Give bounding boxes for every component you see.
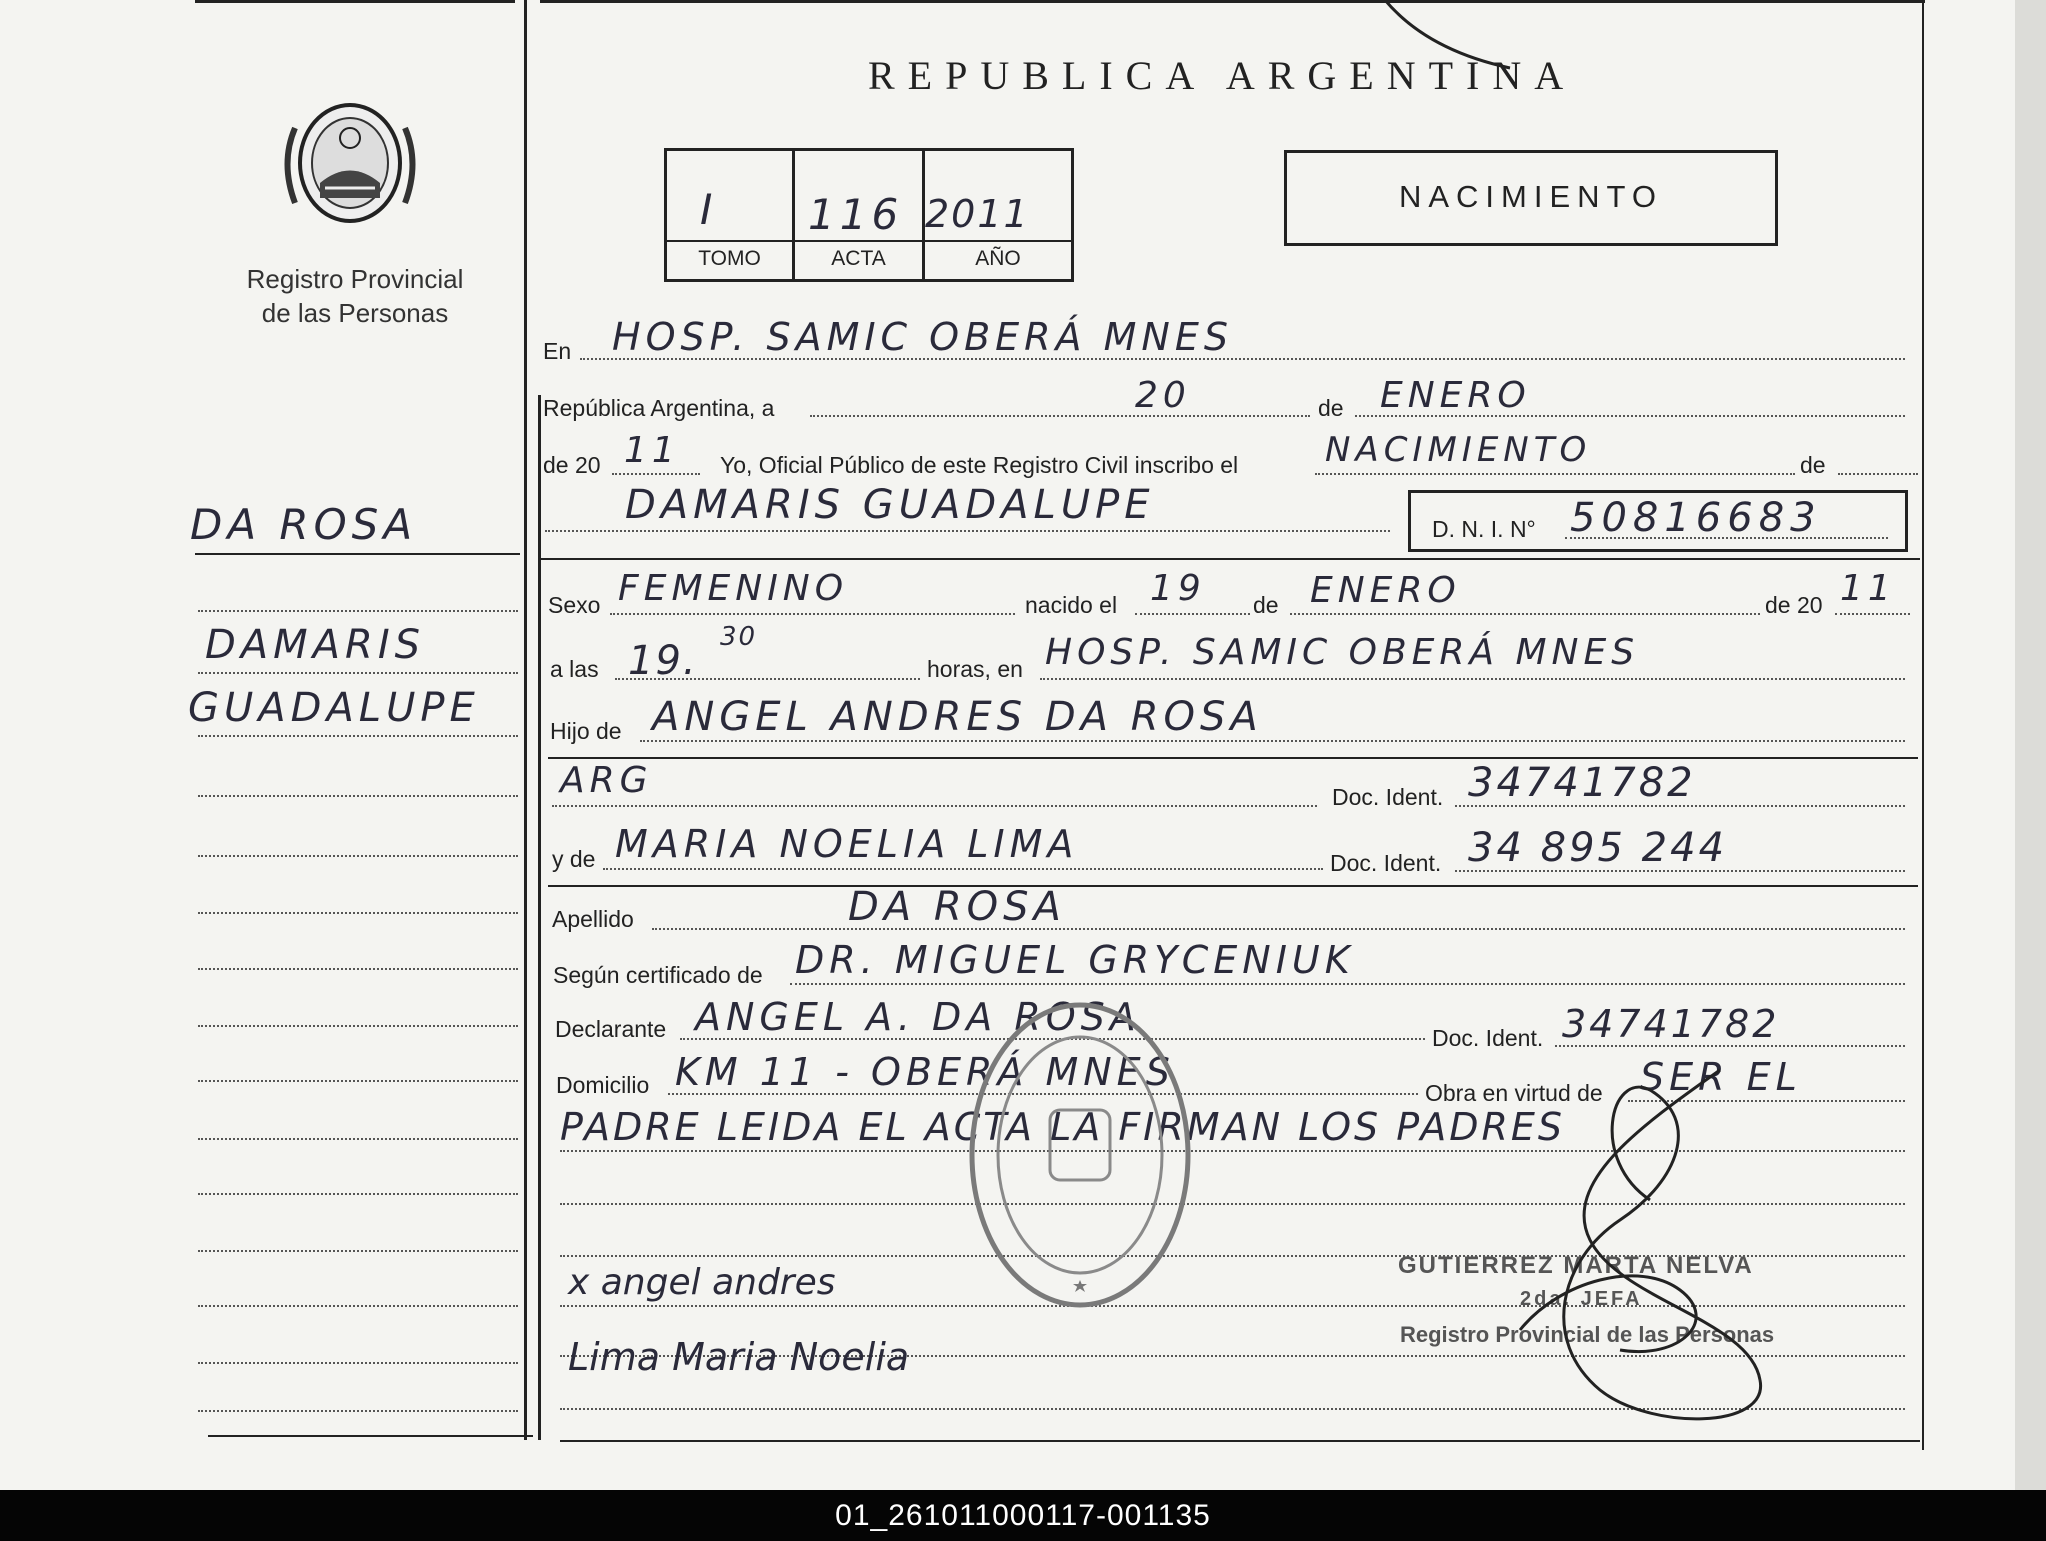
year-value: 11 — [624, 430, 680, 471]
sidebar-dotted-line — [198, 855, 518, 857]
day-line — [810, 415, 1310, 417]
country-title: REPUBLICA ARGENTINA — [868, 53, 1577, 98]
certificado-value: DR. MIGUEL GRYCENIUK — [795, 938, 1355, 982]
birth-place-value: HOSP. SAMIC OBERÁ MNES — [1045, 632, 1640, 673]
sidebar-name-second: GUADALUPE — [188, 685, 480, 731]
birth-year-prefix: de 20 — [1765, 592, 1823, 618]
mother-line — [603, 868, 1323, 870]
tomo-label: TOMO — [698, 247, 761, 270]
month-value: ENERO — [1380, 375, 1531, 416]
birth-place-line — [1040, 678, 1905, 680]
father-doc-label: Doc. Ident. — [1332, 784, 1444, 810]
apellido-label: Apellido — [552, 906, 634, 932]
birth-month-line — [1290, 613, 1760, 615]
apellido-line — [652, 928, 1905, 930]
sidebar-dotted-line — [198, 1138, 518, 1140]
minutes-value: 30 — [720, 622, 758, 652]
obra-label: Obra en virtud de — [1425, 1080, 1603, 1106]
provincial-seal-icon — [275, 88, 425, 238]
de-label-1: de — [1318, 395, 1344, 421]
sidebar-dotted-line — [198, 1305, 518, 1307]
sidebar-dotted-line — [198, 1362, 518, 1364]
delegacion-stamp-icon — [965, 995, 1195, 1315]
nationality-line — [552, 805, 1317, 807]
birth-year-value: 11 — [1840, 568, 1896, 609]
de-label-3: de — [1253, 592, 1279, 618]
name-line — [545, 530, 1390, 532]
sexo-label: Sexo — [548, 592, 601, 618]
declarante-doc-label: Doc. Ident. — [1432, 1025, 1544, 1051]
sidebar-surname: DA ROSA — [190, 500, 418, 549]
column-divider-outer — [524, 0, 527, 1440]
tomo-value: I — [700, 185, 718, 234]
sidebar-name-first: DAMARIS — [205, 622, 426, 668]
apellido-value: DA ROSA — [848, 884, 1066, 930]
mother-doc-label: Doc. Ident. — [1330, 850, 1442, 876]
birth-year-line — [1835, 613, 1910, 615]
de-label-2: de — [1800, 452, 1826, 478]
domicilio-label: Domicilio — [556, 1072, 650, 1098]
official-office: Registro Provincial de las Personas — [1400, 1322, 1775, 1347]
obra-continued-value: PADRE LEIDA EL ACTA LA FIRMAN LOS PADRES — [560, 1105, 1566, 1149]
year-prefix-label: de 20 — [543, 452, 601, 478]
sexo-line — [610, 613, 1015, 615]
official-name: GUTIERREZ MARTA NELVA — [1398, 1252, 1754, 1279]
section-rule-1 — [540, 558, 1920, 560]
acta-value: 116 — [808, 190, 904, 239]
anio-label: AÑO — [975, 247, 1021, 270]
oficial-text: Yo, Oficial Público de este Registro Civil inscribo el — [720, 452, 1239, 478]
office-name-line1: Registro Provincial — [246, 264, 464, 294]
acta-label: ACTA — [831, 247, 886, 270]
record-type-box: NACIMIENTO — [1284, 150, 1778, 246]
image-id-footer: 01_261011000117-001135 — [0, 1490, 2046, 1541]
official-signature-icon — [1500, 1060, 1800, 1435]
birth-month-value: ENERO — [1310, 570, 1461, 611]
signature-father: x angel andres — [568, 1262, 836, 1303]
en-value: HOSP. SAMIC OBERÁ MNES — [612, 315, 1233, 359]
official-title: 2da. JEFA — [1520, 1288, 1643, 1310]
certificado-line — [790, 983, 1905, 985]
father-name-value: ANGEL ANDRES DA ROSA — [652, 694, 1263, 740]
sidebar-dotted-line — [198, 1080, 518, 1082]
father-nationality: ARG — [560, 760, 653, 801]
en-label: En — [543, 338, 572, 364]
birth-day-value: 19 — [1150, 568, 1206, 609]
sidebar-surname-rule — [195, 553, 520, 555]
section-rule-2 — [548, 757, 1918, 759]
year-line — [612, 473, 700, 475]
top-pen-stroke-icon — [1380, 0, 1520, 70]
office-name-line2: de las Personas — [261, 298, 449, 328]
sidebar-dotted-line — [198, 1025, 518, 1027]
child-name-value: DAMARIS GUADALUPE — [625, 482, 1155, 528]
anio-value: 2011 — [925, 192, 1030, 236]
sidebar-dotted-line — [198, 795, 518, 797]
father-line — [640, 740, 1905, 742]
sidebar-dotted-line — [198, 1250, 518, 1252]
table-label-rule — [664, 240, 1074, 242]
form-right-edge — [1922, 0, 1924, 1450]
column-divider-inner — [538, 395, 541, 1440]
declarante-doc-value: 34741782 — [1562, 1002, 1780, 1046]
declarante-value: ANGEL A. DA ROSA — [695, 995, 1141, 1039]
sidebar-dotted-line — [198, 610, 518, 612]
sidebar-dotted-line — [198, 735, 518, 737]
declarante-label: Declarante — [555, 1016, 667, 1042]
certificado-label: Según certificado de — [553, 962, 763, 988]
sidebar-dotted-line — [198, 912, 518, 914]
yde-label: y de — [552, 846, 596, 872]
obra-value: SER EL — [1640, 1055, 1802, 1099]
sidebar-dotted-line — [198, 968, 518, 970]
dni-value: 50816683 — [1570, 495, 1822, 541]
domicilio-value: KM 11 - OBERÁ MNES — [675, 1050, 1175, 1094]
mother-doc-value: 34 895 244 — [1468, 825, 1728, 871]
republica-label: República Argentina, a — [543, 395, 775, 421]
sidebar-dotted-line — [198, 672, 518, 674]
dni-label: D. N. I. N° — [1432, 516, 1536, 542]
inscribo-value: NACIMIENTO — [1325, 430, 1592, 470]
alas-label: a las — [550, 656, 599, 682]
nacido-label: nacido el — [1025, 592, 1118, 618]
day-value: 20 — [1135, 375, 1191, 416]
inscribo-line — [1315, 473, 1795, 475]
form-bottom-rule — [560, 1440, 1920, 1442]
horas-label: horas, en — [927, 656, 1023, 682]
birth-day-line — [1135, 613, 1250, 615]
section-rule-3 — [548, 885, 1918, 887]
page-edge — [2015, 0, 2046, 1490]
hijo-label: Hijo de — [550, 718, 622, 744]
de-line-2 — [1838, 473, 1918, 475]
signature-mother: Lima Maria Noelia — [568, 1335, 910, 1379]
top-rule-left — [195, 0, 515, 3]
sidebar-bottom-rule — [208, 1435, 533, 1437]
sidebar-dotted-line — [198, 1193, 518, 1195]
top-rule-right — [540, 0, 1925, 3]
sexo-value: FEMENINO — [618, 568, 849, 609]
mother-name-value: MARIA NOELIA LIMA — [615, 822, 1079, 866]
hour-value: 19. — [628, 638, 698, 684]
father-doc-value: 34741782 — [1468, 760, 1696, 806]
sidebar-dotted-line — [198, 1410, 518, 1412]
